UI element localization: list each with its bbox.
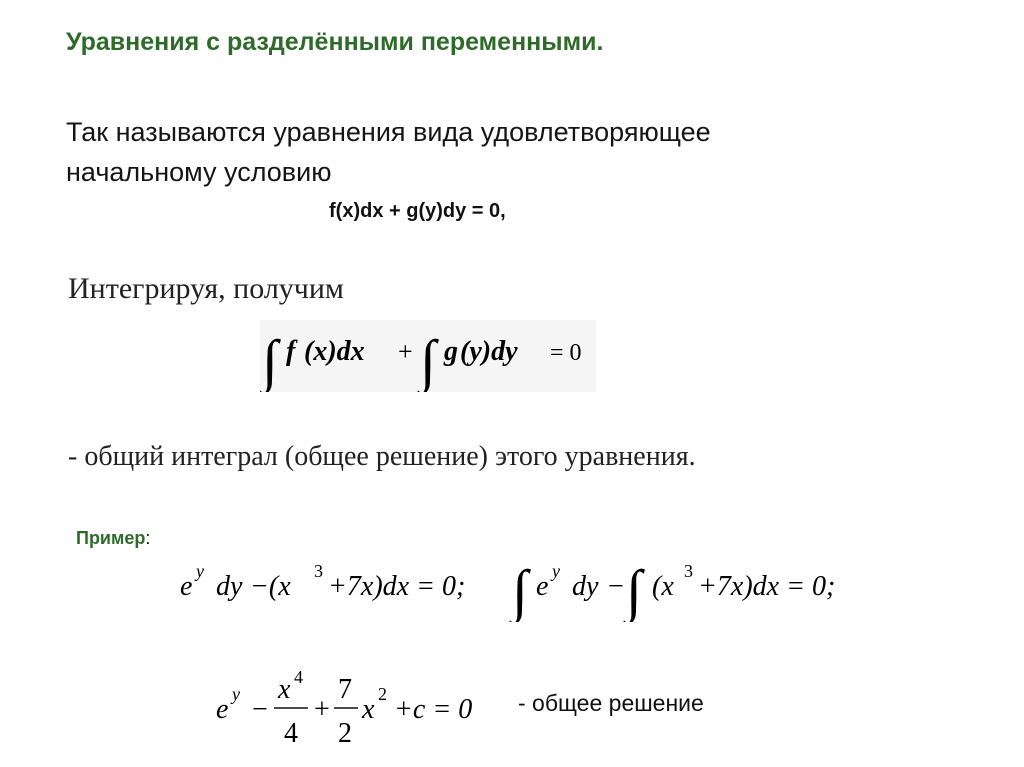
sol-minus: − — [252, 694, 268, 725]
intro-line-1: Так называются уравнения вида удовлетворяющее — [66, 117, 711, 147]
sol-num2: 7 — [338, 674, 352, 705]
eq-left-dy: dy — [216, 571, 243, 602]
example-label — [76, 528, 150, 549]
integral-fx-args: (x)dx — [304, 336, 365, 367]
sol-x-sup: 2 — [378, 684, 387, 704]
eq-right-open: (x — [652, 571, 674, 602]
eq-right-minus: − — [608, 571, 624, 602]
integral-equals: = 0 — [550, 340, 582, 366]
eq-left-e: e — [180, 571, 193, 602]
integral-fx: f — [286, 336, 296, 367]
main-equation: f(x)dx + g(y)dy = 0, — [329, 200, 506, 222]
eq-right-rest: +7x)dx = 0; — [698, 571, 836, 602]
intro-text — [66, 112, 711, 192]
example-label-text: Пример — [76, 528, 146, 548]
sol-num1-sup: 4 — [294, 668, 303, 687]
eq-right-dy: dy — [572, 571, 599, 602]
general-integral-text: - общий интеграл (общее решение) этого уравнения. — [68, 441, 696, 472]
eq-right-integral-2: ∫ — [626, 558, 642, 622]
integral-plus: + — [398, 337, 413, 366]
eq-right-integral-1: ∫ — [512, 558, 528, 622]
integral-sign-2: ∫ — [420, 328, 436, 392]
integral-formula — [260, 320, 596, 392]
eq-right-y-sup: y — [552, 561, 560, 581]
intro-line-2: начальному условию — [66, 157, 332, 187]
example-label-colon: : — [145, 528, 151, 548]
solution-note: - общее решение — [518, 690, 704, 716]
sol-x: x — [362, 694, 375, 725]
integral-sign-1: ∫ — [262, 328, 278, 392]
eq-left-y-sup: y — [196, 561, 204, 581]
sol-den1: 4 — [284, 718, 298, 749]
sol-den2: 2 — [338, 718, 352, 749]
eq-left-rest: +7x)dx = 0; — [328, 571, 466, 602]
eq-right-e: e — [536, 571, 549, 602]
eq-left-minus: −(x — [250, 571, 291, 602]
eq-right-cube: 3 — [684, 561, 693, 581]
integral-gy: g — [444, 336, 458, 367]
sol-e: e — [216, 694, 229, 725]
eq-left-cube: 3 — [314, 561, 323, 581]
integral-gy-args: (y)dy — [460, 336, 518, 367]
page-title: Уравнения с разделёнными переменными. — [66, 28, 604, 56]
example-equations — [176, 552, 876, 622]
sol-num1: x — [278, 674, 291, 705]
sol-tail: +c = 0 — [394, 694, 473, 725]
sol-y-sup: y — [232, 684, 240, 704]
sol-plus: + — [314, 694, 330, 725]
solution-equation — [212, 668, 492, 758]
integrating-text: Интегрируя, получим — [68, 272, 344, 305]
